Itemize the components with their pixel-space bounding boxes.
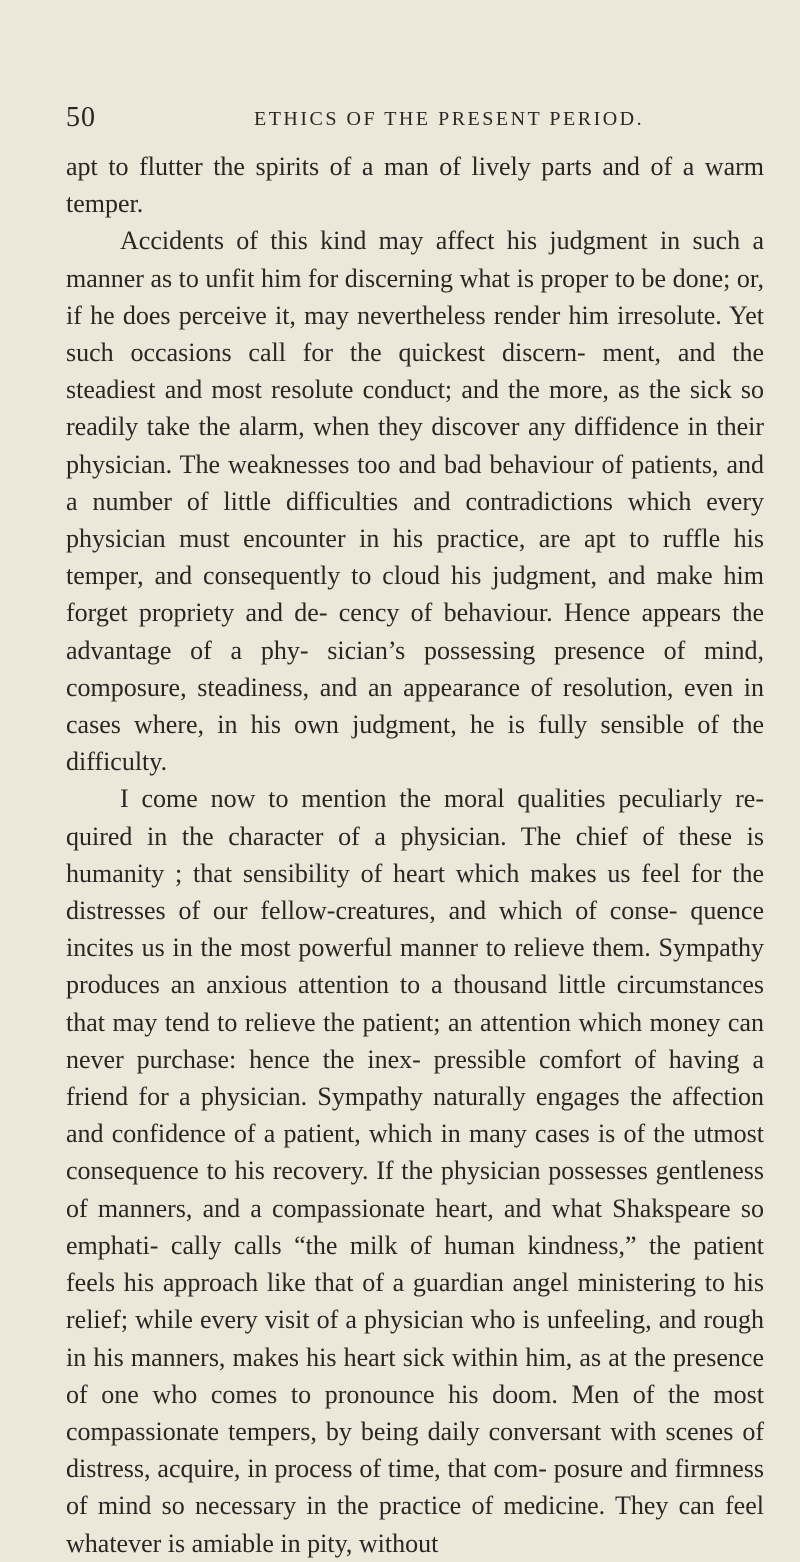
body-text (66, 148, 764, 1562)
page-number: 50 (66, 102, 96, 133)
running-title: ETHICS OF THE PRESENT PERIOD. (254, 108, 645, 130)
paragraph-moral-qualities: I come now to mention the moral qualities peculiarly re- quired in the character of a physician. The chief of these is humanity ; that sensibility of heart which makes us feel for the distresses of our fellow-creatures, and which of conse- quence incites us in the most powerful manner to relieve them. Sympathy produces an anxious attention to a thousand little circumstances that may tend to relieve the patient; an attention which money can never purchase: hence the inex- pressible comfort of having a friend for a physician. Sympathy naturally engages the affection and confidence of a patient, which in many cases is of the utmost consequence to his recovery. If the physician possesses gentleness of manners, and a compassionate heart, and what Shakspeare so emphati- cally calls “the milk of human kindness,” the patient feels his approach like that of a guardian angel ministering to his relief; while every visit of a physician who is unfeeling, and rough in his manners, makes his heart sick within him, as at the presence of one who comes to pronounce his doom. Men of the most compassionate tempers, by being daily conversant with scenes of distress, acquire, in process of time, that com- posure and firmness of mind so necessary in the practice of medicine. They can feel whatever is amiable in pity, without (66, 784, 764, 1558)
running-head (66, 102, 764, 136)
paragraph-accidents: Accidents of this kind may affect his judgment in such a manner as to unfit him for discerning what is proper to be done; or, if he does perceive it, may nevertheless render him irresolute. Yet such occasions call for the quickest discern- ment, and the steadiest and most resolute conduct; and the more, as the sick so readily take the alarm, when they discover any diffidence in their physician. The weaknesses too and bad behaviour of patients, and a number of little difficulties and contradictions which every physician must encounter in his practice, are apt to ruffle his temper, and consequently to cloud his judgment, and make him forget propriety and de- cency of behaviour. Hence appears the advantage of a phy- sician’s possessing presence of mind, composure, steadiness, and an appearance of resolution, even in cases where, in his own judgment, he is fully sensible of the difficulty. (66, 226, 764, 777)
paragraph-continuation: apt to flutter the spirits of a man of lively parts and of a warm temper. (66, 152, 764, 219)
